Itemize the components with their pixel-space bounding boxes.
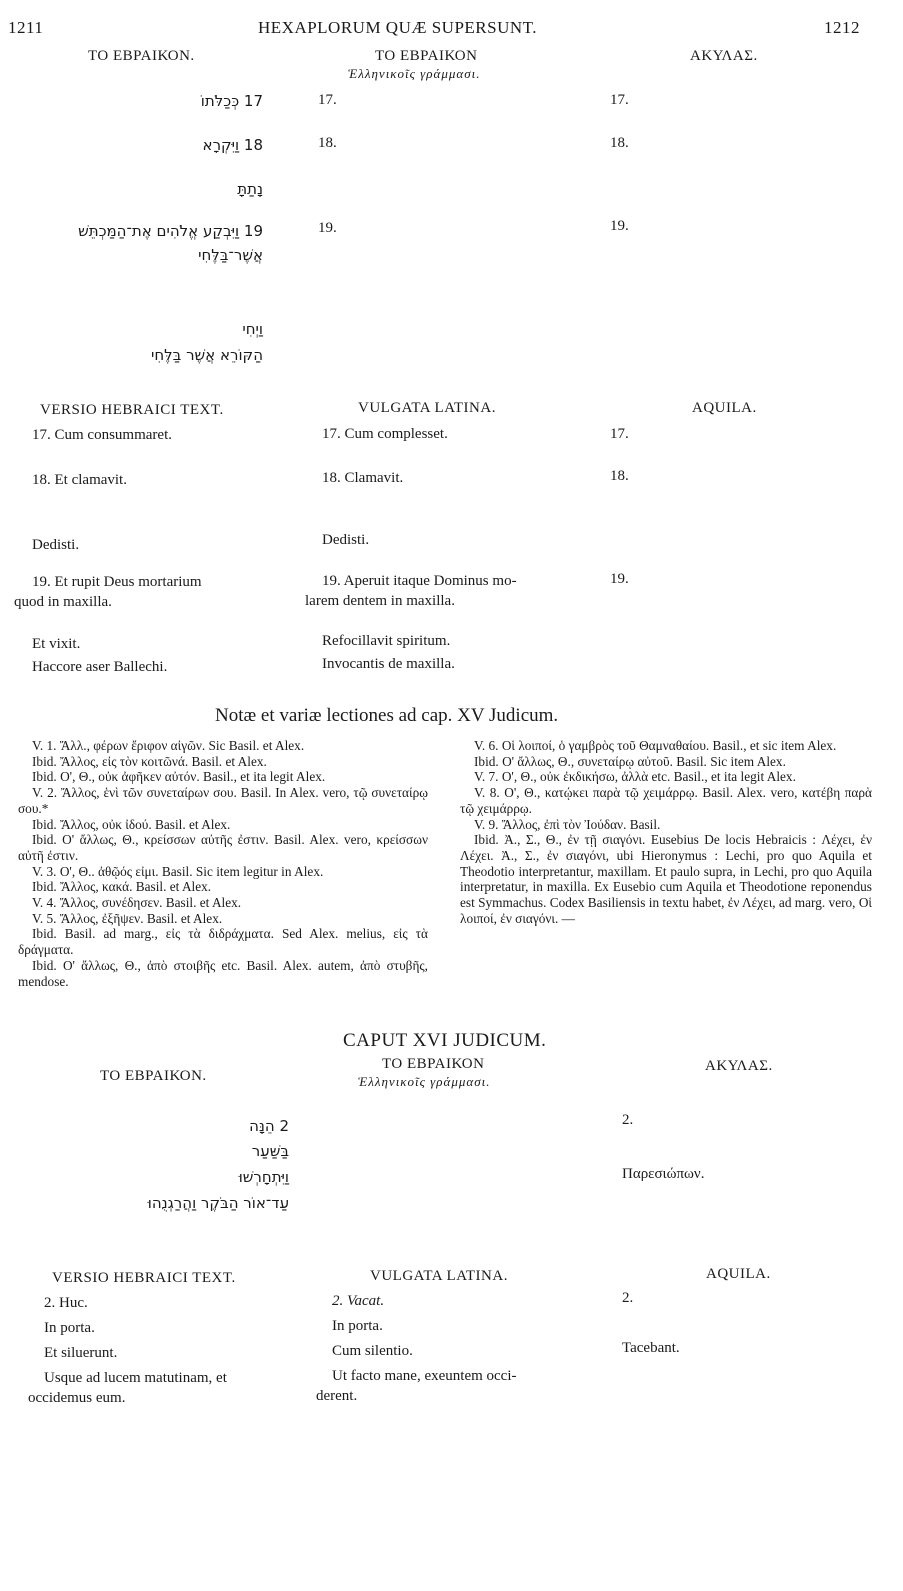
vulgata-cell: Ut facto mane, exeuntem occi- (332, 1368, 517, 1384)
note-paragraph: V. 9. Ἄλλος, ἐπὶ τὸν Ἰούδαν. Basil. (474, 816, 661, 832)
notes-left-column (18, 738, 428, 989)
col-head-vulgata: VULGATA LATINA. (358, 400, 496, 416)
vulgata-cell: 19. Aperuit itaque Dominus mo- (322, 573, 517, 589)
running-title: HEXAPLORUM QUÆ SUPERSUNT. (258, 18, 538, 37)
col-head-aquila-latin: AQUILA. (706, 1266, 771, 1282)
aquila-cell: Παρεσιώπων. (622, 1166, 705, 1182)
note-paragraph: V. 7. Ο', Θ., οὐκ ἐκδικήσω, ἀλλὰ etc. Basil., et ita legit Alex. (474, 769, 796, 785)
versio-cell: 2. Huc. (44, 1295, 88, 1311)
translit-cell: 18. (318, 135, 337, 151)
note-paragraph: Ibid. Ο' ἄλλως, Θ., κρείσσων αὐτῆς ἐστιν. Basil. Alex. vero, κρείσσων αὐτῆ ἐστιν. (18, 832, 428, 863)
hebrew-line: 19 וַיִּבְקַע אֱלֹהִים אֶת־הַמַּכְתֵּשׁ (78, 222, 263, 240)
hebrew-line: נָתַתָּ (237, 180, 263, 198)
col-head-aquila-latin: AQUILA. (692, 400, 757, 416)
vulgata-cell: 17. Cum complesset. (322, 426, 448, 442)
note-paragraph: V. 5. Ἄλλος, ἐξῆψεν. Basil. et Alex. (32, 910, 223, 926)
hebrew-line: 17 כְּכַלֹּתוֹ (200, 92, 263, 110)
versio-cell: 17. Cum consummaret. (32, 427, 172, 443)
note-paragraph: V. 2. Ἄλλος, ἑνὶ τῶν συνεταίρων σου. Basil. In Alex. vero, τῷ συνεταίρῳ σου.* (18, 785, 428, 816)
note-paragraph: Ibid. Ο' ἄλλως, Θ., συνεταίρῳ αὐτοῦ. Basil. Sic item Alex. (474, 753, 786, 769)
vulgata-cell: 18. Clamavit. (322, 470, 404, 486)
left-page-number: 1211 (8, 18, 44, 37)
vulgata-cell: Refocillavit spiritum. (322, 633, 451, 649)
vulgata-cell: Invocantis de maxilla. (322, 656, 455, 672)
aquila-cell: Tacebant. (622, 1340, 680, 1356)
versio-cell: Usque ad lucem matutinam, et (44, 1370, 227, 1386)
note-paragraph: Ibid. Ο' ἄλλως, Θ., ἀπὸ στοιβῆς etc. Basil. Alex. autem, ἀπὸ στυβῆς, mendose. (18, 957, 428, 989)
vulgata-cell-cont: larem dentem in maxilla. (305, 593, 455, 609)
versio-cell-cont: quod in maxilla. (14, 594, 112, 610)
hebrew-line: וַיִּתְחָרְשׁוּ (238, 1168, 289, 1186)
versio-cell: 18. Et clamavit. (32, 472, 127, 488)
hebrew-line: 18 וַיִּקְרָא (202, 136, 263, 154)
col-head-versio: VERSIO HEBRAICI TEXT. (40, 402, 224, 418)
note-paragraph: Ibid. Ἀ., Σ., Θ., ἐν τῇ σιαγόνι. Eusebius De locis Hebraicis : Λέχει, ἐν Λέχει. Ἀ., Σ., ἐν σιαγόνι, ubi Hieronymus : Lechi, pro quo Aquila et Theodotio interpretantur, maxillam. Et paulo supra, in Lechi, pro quo Aquila interpretatur, in maxilla. Ex Eusebio cum Aquila et Theodotione reponendus est Symmachus. Codex Basiliensis in textu habet, ἐν Λέχει, ad marg. vero, Οἱ λοιποί, ἐν σιαγόνι. — (460, 832, 872, 926)
aquila-cell: 17. (610, 426, 629, 442)
col-head-translit-sub: Ἑλληνικοῖς γράμμασι. (348, 66, 481, 81)
notes-right-column (460, 738, 872, 926)
aquila-cell: 19. (610, 218, 629, 234)
note-paragraph: V. 6. Οἱ λοιποί, ὁ γαμβρὸς τοῦ Θαμναθαίου. Basil., et sic item Alex. (474, 738, 837, 753)
translit-cell: 17. (318, 92, 337, 108)
note-paragraph: V. 1. Ἄλλ., φέρων ἔριφον αἰγῶν. Sic Basil. et Alex. (32, 738, 305, 753)
col-head-translit: ΤΟ ΕΒΡΑΙΚΟΝ (382, 1056, 485, 1072)
aquila-cell: 19. (610, 571, 629, 587)
col-head-vulgata: VULGATA LATINA. (370, 1268, 508, 1284)
versio-cell: Haccore aser Ballechi. (32, 659, 168, 675)
versio-cell: In porta. (44, 1320, 95, 1336)
aquila-cell: 18. (610, 468, 629, 484)
col-head-hebrew: ΤΟ ΕΒΡΑΙΚΟΝ. (100, 1068, 207, 1084)
hebrew-line: 2 הֵנָּה (249, 1117, 289, 1135)
versio-cell: Et vixit. (32, 636, 81, 652)
vulgata-cell-cont: derent. (316, 1388, 358, 1404)
col-head-aquila: ΑΚΥΛΑΣ. (690, 48, 758, 64)
aquila-cell: 18. (610, 135, 629, 151)
translit-cell: 19. (318, 220, 337, 236)
col-head-translit: ΤΟ ΕΒΡΑΙΚΟΝ (375, 48, 478, 64)
versio-cell: Et siluerunt. (44, 1345, 118, 1361)
col-head-hebrew: ΤΟ ΕΒΡΑΙΚΟΝ. (88, 48, 195, 64)
note-paragraph: Ibid. Basil. ad marg., εἰς τὰ διδράχματα. Sed Alex. melius, εἰς τὰ δράγματα. (18, 926, 428, 958)
note-paragraph: V. 8. Ο', Θ., κατῴκει παρὰ τῷ χειμάρρῳ. Basil. Alex. vero, κατέβη παρὰ τῷ χειμάρρῳ. (460, 785, 872, 816)
versio-cell: Dedisti. (32, 537, 80, 553)
right-page-number: 1212 (824, 18, 860, 37)
vulgata-cell: In porta. (332, 1318, 383, 1334)
col-head-translit-sub: Ἑλληνικοῖς γράμμασι. (358, 1074, 491, 1089)
note-paragraph: V. 4. Ἄλλος, συνέδησεν. Basil. et Alex. (32, 895, 242, 911)
aquila-cell: 2. (622, 1112, 634, 1128)
notes-title: Notæ et variæ lectiones ad cap. XV Judicum. (215, 705, 559, 726)
hebrew-line: וַיְחִי (242, 320, 263, 338)
note-paragraph: Ibid. Ο', Θ., οὐκ ἀφῆκεν αὐτόν. Basil., et ita legit Alex. (32, 769, 326, 785)
vulgata-cell: Cum silentio. (332, 1343, 413, 1359)
versio-cell-cont: occidemus eum. (28, 1390, 126, 1406)
aquila-cell: 2. (622, 1290, 634, 1306)
aquila-cell: 17. (610, 92, 629, 108)
caput-title: CAPUT XVI JUDICUM. (343, 1030, 547, 1051)
note-paragraph: Ibid. Ἄλλος, κακά. Basil. et Alex. (32, 879, 212, 895)
note-paragraph: Ibid. Ἄλλος, οὐκ ἰδού. Basil. et Alex. (32, 816, 231, 832)
col-head-versio: VERSIO HEBRAICI TEXT. (52, 1270, 236, 1286)
vulgata-cell: 2. Vacat. (332, 1293, 385, 1309)
hebrew-line: בַּשַּׁעַר (251, 1142, 289, 1160)
note-paragraph: Ibid. Ἄλλος, εἰς τὸν κοιτῶνά. Basil. et Alex. (32, 753, 267, 769)
hebrew-line: אֲשֶׁר־בַּלֶּחִי (198, 246, 263, 264)
hebrew-line: עַד־אוֹר הַבֹּקֶר וַהֲרַגְנֻהוּ (147, 1194, 289, 1212)
vulgata-cell: Dedisti. (322, 532, 370, 548)
hebrew-line: הַקּוֹרֵא אֲשֶׁר בַּלֶּחִי (150, 346, 263, 364)
col-head-aquila: ΑΚΥΛΑΣ. (705, 1058, 773, 1074)
note-paragraph: V. 3. Ο', Θ.. ἀθῷός εἰμι. Basil. Sic item legitur in Alex. (32, 863, 324, 879)
versio-cell: 19. Et rupit Deus mortarium (32, 574, 202, 590)
